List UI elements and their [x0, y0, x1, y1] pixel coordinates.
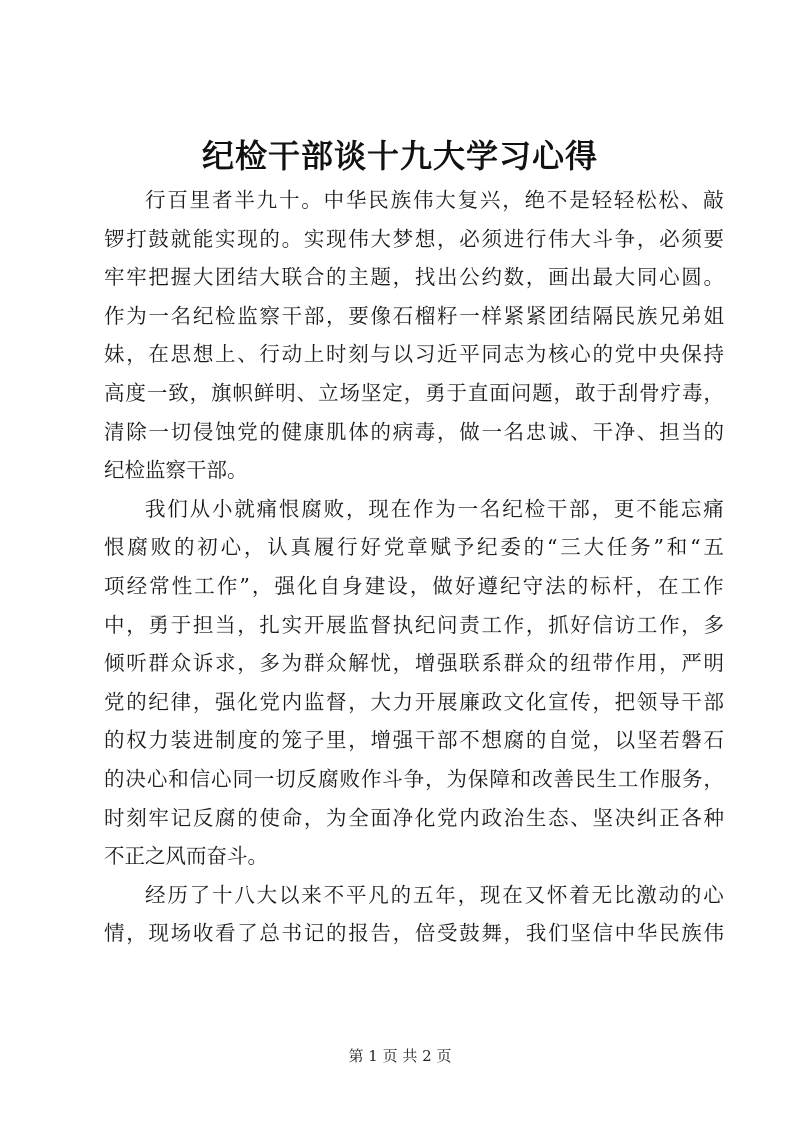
text-line: 锣 打 鼓 就 能 实 现 的 。 实 现 伟 大 梦 想 ， 必 须 进 行 伟 大 斗 争 ， 必 须 要: [104, 226, 724, 251]
text-line: 妹 ， 在 思 想 上 、 行 动 上 时 刻 与 以 习 近 平 同 志 为 核 心 的 党 中 央 保 持: [104, 342, 724, 367]
text-line-content: 纪检监察干部。: [104, 458, 248, 483]
paragraph-2: [104, 490, 724, 876]
text-line: 我 们 从 小 就 痛 恨 腐 败 ， 现 在 作 为 一 名 纪 检 干 部 ， 更 不 能 忘 痛: [145, 496, 724, 521]
text-line: 恨 腐 败 的 初 心 ， 认 真 履 行 好 党 章 赋 予 纪 委 的 “ 三 大 任 务 ” 和 “ 五: [104, 535, 724, 560]
text-line: 作 为 一 名 纪 检 监 察 干 部 ， 要 像 石 榴 籽 一 样 紧 紧 团 结 隔 民 族 兄 弟 姐: [104, 303, 724, 328]
document-body: [104, 181, 724, 953]
text-line: 党 的 纪 律 ， 强 化 党 内 监 督 ， 大 力 开 展 廉 政 文 化 宣 传 ， 把 领 导 干 部: [104, 689, 724, 714]
text-line: 项 经 常 性 工 作 ” ， 强 化 自 身 建 设 ， 做 好 遵 纪 守 法 的 标 杆 ， 在 工 作: [104, 573, 724, 598]
text-line: 行 百 里 者 半 九 十 。 中 华 民 族 伟 大 复 兴 ， 绝 不 是 轻 轻 松 松 、 敲: [145, 188, 724, 212]
text-line: 的 决 心 和 信 心 同 一 切 反 腐 败 作 斗 争 ， 为 保 障 和 改 善 民 生 工 作 服 务 ，: [104, 766, 724, 791]
text-line: 的 权 力 装 进 制 度 的 笼 子 里 ， 增 强 干 部 不 想 腐 的 自 觉 ， 以 坚 若 磐 石: [104, 728, 724, 753]
text-line: 倾 听 群 众 诉 求 ， 多 为 群 众 解 忧 ， 增 强 联 系 群 众 的 纽 带 作 用 ， 严 明: [104, 651, 724, 676]
text-line: 经 历 了 十 八 大 以 来 不 平 凡 的 五 年 ， 现 在 又 怀 着 无 比 激 动 的 心: [145, 882, 724, 907]
page-footer: 第 1 页 共 2 页: [348, 1047, 452, 1065]
text-line: 清 除 一 切 侵 蚀 党 的 健 康 肌 体 的 病 毒 ， 做 一 名 忠 诚 、 干 净 、 担 当 的: [104, 419, 724, 444]
text-line: [104, 837, 724, 876]
text-line: 高 度 一 致 ， 旗 帜 鲜 明 、 立 场 坚 定 ， 勇 于 直 面 问 题 ， 敢 于 刮 骨 疗 毒 ，: [104, 380, 724, 405]
text-line: 中 ， 勇 于 担 当 ， 扎 实 开 展 监 督 执 纪 问 责 工 作 ， 抓 好 信 访 工 作 ， 多: [104, 612, 724, 637]
text-line: 时 刻 牢 记 反 腐 的 使 命 ， 为 全 面 净 化 党 内 政 治 生 态 、 坚 决 纠 正 各 种: [104, 805, 724, 830]
text-line: 牢 牢 把 握 大 团 结 大 联 合 的 主 题 ， 找 出 公 约 数 ， 画 出 最 大 同 心 圆 。: [104, 265, 724, 290]
paragraph-1: [104, 181, 724, 490]
text-line-content: 不正之风而奋斗。: [104, 844, 268, 869]
text-line: [104, 451, 724, 490]
text-line: 情 ， 现 场 收 看 了 总 书 记 的 报 告 ， 倍 受 鼓 舞 ， 我 们 坚 信 中 华 民 族 伟: [104, 921, 724, 946]
document-title: 纪检干部谈十九大学习心得: [201, 137, 598, 175]
paragraph-3: [104, 876, 724, 953]
